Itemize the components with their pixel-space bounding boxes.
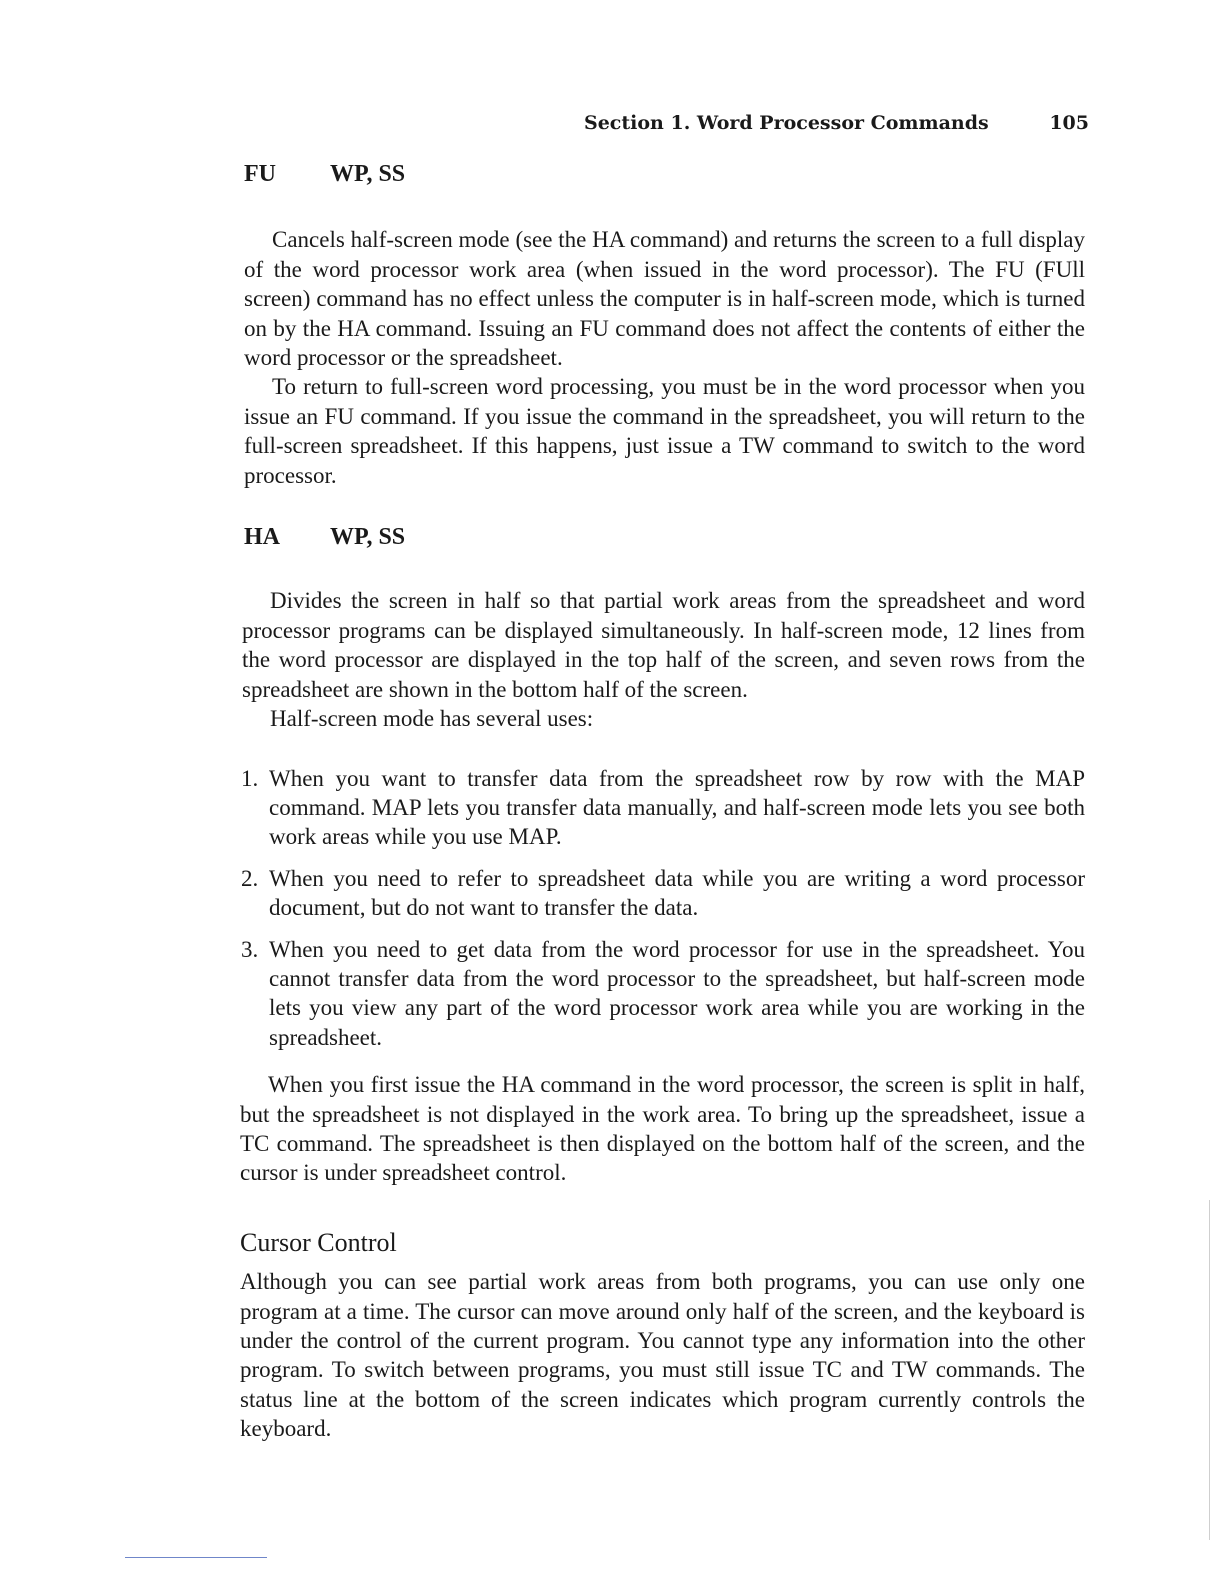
ha-description xyxy=(240,586,1085,733)
fu-paragraph-2: To return to full-screen word processing, you must be in the word processor when you issue an FU command. If you issue the command in the spreadsheet, you will return to the full-screen spreadsheet. If this happens, just issue a TW command to switch to the word processor. xyxy=(244,374,1085,488)
cursor-control-heading: Cursor Control xyxy=(240,1227,397,1257)
list-item-number: 2. xyxy=(241,865,259,891)
ha-uses-list xyxy=(240,764,1085,1053)
ha-paragraph-1: Divides the screen in half so that partial work areas from the spreadsheet and word processor programs can be displayed simultaneously. In half-screen mode, 12 lines from the word processor are displayed in the top half of the screen, and seven rows from the spreadsheet are shown in the bottom half of the screen. xyxy=(242,588,1085,702)
fu-command-code: FU xyxy=(244,161,276,187)
ha-command-code: HA xyxy=(244,524,280,551)
footer-rule xyxy=(125,1557,267,1558)
ha-command-heading xyxy=(240,523,1085,552)
list-item xyxy=(241,935,1085,1053)
list-item xyxy=(241,764,1085,852)
fu-description xyxy=(240,225,1085,490)
list-item xyxy=(241,864,1085,923)
fu-command-heading xyxy=(240,160,1085,189)
cursor-control-paragraph: Although you can see partial work areas from both programs, you can use only one program at a time. The cursor can move around only half of the screen, and the keyboard is under the control of the current program. You cannot type any information into the other program. To switch between programs, you must still issue TC and TW commands. The status line at the bottom of the screen indicates which program currently controls the keyboard. xyxy=(240,1269,1085,1442)
page-number: 105 xyxy=(1049,112,1089,134)
list-item-text: When you need to refer to spreadsheet data while you are writing a word processor document, but do not want to transfer the data. xyxy=(269,865,1085,921)
ha-closing-paragraph: When you first issue the HA command in the word processor, the screen is split in half, but the spreadsheet is not displayed in the work area. To bring up the spreadsheet, issue a TC command. The spreadsheet is then displayed on the bottom half of the screen, and the cursor is under spreadsheet control. xyxy=(240,1072,1085,1186)
list-item-number: 3. xyxy=(241,936,259,962)
list-item-text: When you want to transfer data from the spreadsheet row by row with the MAP command. MAP lets you transfer data manually, and half-screen mode lets you see both work areas while you use MAP. xyxy=(269,765,1085,850)
ha-paragraph-2: Half-screen mode has several uses: xyxy=(270,706,594,732)
section-title: Section 1. Word Processor Commands xyxy=(584,112,989,134)
list-item-text: When you need to get data from the word processor for use in the spreadsheet. You cannot transfer data from the word processor to the spreadsheet, but half-screen mode lets you view any part of the word processor work area while you are working in the spreadsheet. xyxy=(269,936,1085,1050)
page-body xyxy=(240,160,1085,1444)
ha-command-modes: WP, SS xyxy=(330,524,406,551)
scan-edge-line xyxy=(1209,1200,1210,1540)
list-item-number: 1. xyxy=(241,765,259,791)
fu-command-modes: WP, SS xyxy=(330,161,406,187)
fu-paragraph-1: Cancels half-screen mode (see the HA command) and returns the screen to a full display of the word processor work area (when issued in the word processor). The FU (FUll screen) command has no effect unless the computer is in half-screen mode, which is turned on by the HA command. Issuing an FU command does not affect the contents of either the word processor or the spreadsheet. xyxy=(244,227,1085,371)
